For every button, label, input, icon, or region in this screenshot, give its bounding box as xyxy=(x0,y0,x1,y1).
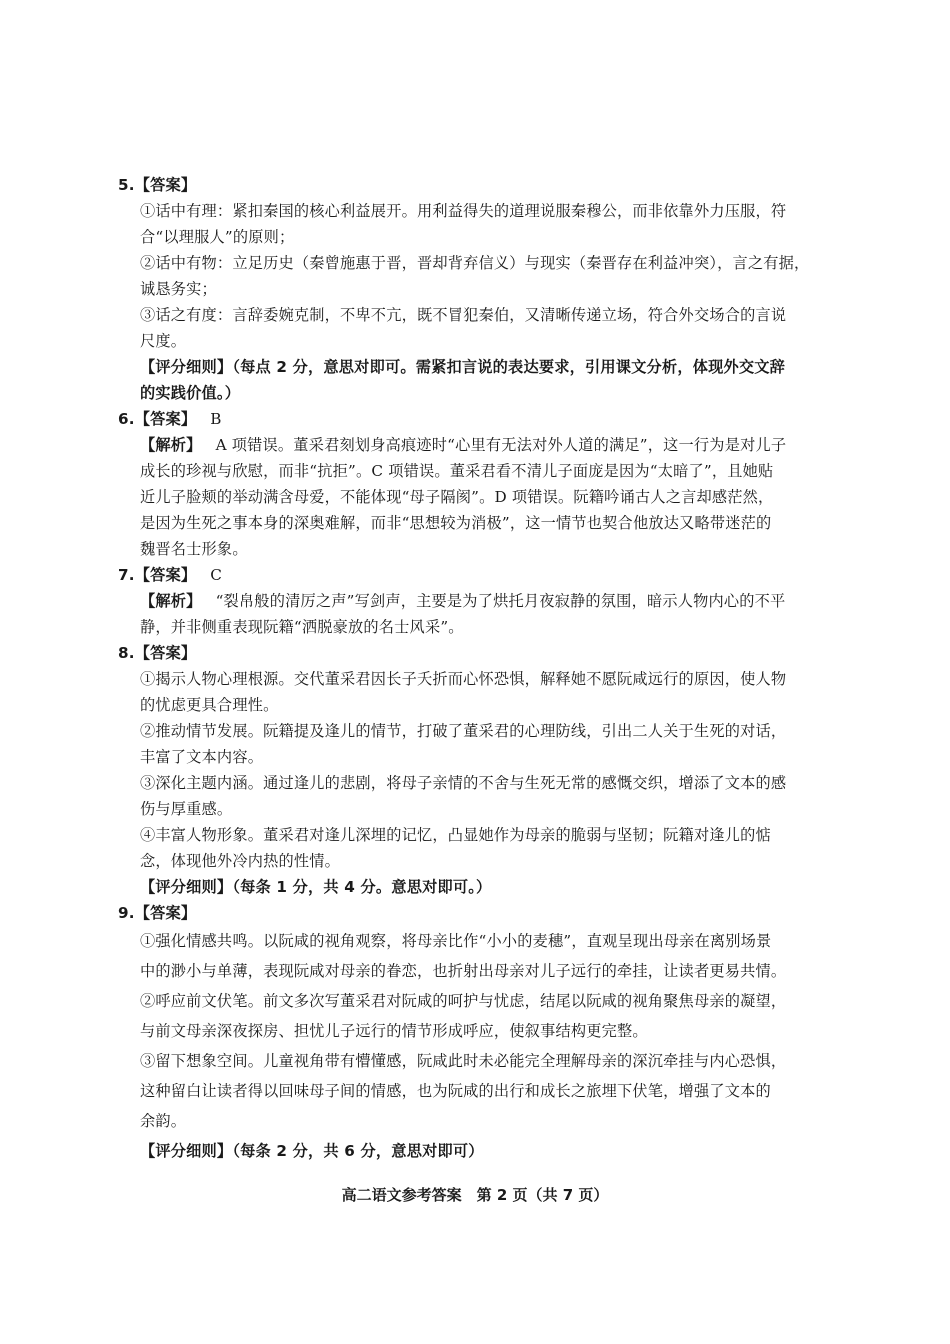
q6-line: 成长的珍视与欣慰，而非“抗拒”。C 项错误。董采君看不清儿子面庞是因为“太暗了”，且她贴 xyxy=(140,462,774,480)
q5-scoring-rule: 【评分细则】（每点 2 分，意思对即可。需紧扣言说的表达要求，引用课文分析，体现外交文辞 xyxy=(140,358,786,376)
q5-line: ①话中有理：紧扣秦国的核心利益展开。用利益得失的道理说服秦穆公，而非依靠外力压服，符 xyxy=(140,202,787,220)
q7-heading-row xyxy=(118,562,830,588)
q6-heading-row xyxy=(118,406,830,432)
q6-answer: B xyxy=(210,410,222,428)
q5-line: 诚恳务实； xyxy=(140,280,217,298)
question-6 xyxy=(118,406,830,562)
q7-line: 静，并非侧重表现阮籍“洒脱豪放的名士风采”。 xyxy=(140,618,464,636)
question-7 xyxy=(118,562,830,640)
q8-line: 念，体现他外冷内热的性情。 xyxy=(140,852,341,870)
q6-analysis-row xyxy=(118,432,830,458)
q9-line: 这种留白让读者得以回味母子间的情感，也为阮咸的出行和成长之旅埋下伏笔，增强了文本的 xyxy=(140,1082,771,1100)
q8-line: 的忧虑更具合理性。 xyxy=(140,696,279,714)
page-footer: 高二语文参考答案 第 2 页（共 7 页） xyxy=(341,1186,609,1204)
q8-line: ④丰富人物形象。董采君对逢儿深埋的记忆，凸显她作为母亲的脆弱与坚韧；阮籍对逢儿的惦 xyxy=(140,826,771,844)
q6-line: 是因为生死之事本身的深奥难解，而非“思想较为消极”，这一情节也契合他放达又略带迷茫的 xyxy=(140,514,772,532)
q5-scoring-rule: 的实践价值。） xyxy=(140,384,241,402)
q9-line: 与前文母亲深夜探房、担忧儿子远行的情节形成呼应，使叙事结构更完整。 xyxy=(140,1022,648,1040)
q9-scoring-rule: 【评分细则】（每条 2 分，共 6 分，意思对即可） xyxy=(140,1142,484,1160)
q6-line: 魏晋名士形象。 xyxy=(140,540,248,558)
q7-analysis-label: 【解析】 xyxy=(140,592,202,610)
q8-line: ①揭示人物心理根源。交代董采君因长子夭折而心怀恐惧，解释她不愿阮咸远行的原因，使人物 xyxy=(140,670,787,688)
q5-heading: 5.【答案】 xyxy=(118,176,197,194)
q6-line: 近儿子脸颊的举动满含母爱，不能体现“母子隔阂”。D 项错误。阮籍吟诵古人之言却感茫然， xyxy=(140,488,774,506)
question-8 xyxy=(118,640,830,900)
q8-line: 伤与厚重感。 xyxy=(140,800,233,818)
q8-line: ③深化主题内涵。通过逢儿的悲剧，将母子亲情的不舍与生死无常的感慨交织，增添了文本的感 xyxy=(140,774,787,792)
answer-content xyxy=(118,172,830,1166)
q7-line: “裂帛般的清厉之声”写剑声，主要是为了烘托月夜寂静的氛围，暗示人物内心的不平 xyxy=(215,592,786,610)
q8-line: ②推动情节发展。阮籍提及逢儿的情节，打破了董采君的心理防线，引出二人关于生死的对话， xyxy=(140,722,787,740)
question-5 xyxy=(118,172,830,406)
q6-heading: 6.【答案】 xyxy=(118,410,197,428)
q9-heading: 9.【答案】 xyxy=(118,904,197,922)
q7-heading: 7.【答案】 xyxy=(118,566,197,584)
q8-line: 丰富了文本内容。 xyxy=(140,748,264,766)
q8-scoring-rule: 【评分细则】（每条 1 分，共 4 分。意思对即可。） xyxy=(140,878,492,896)
q8-heading: 8.【答案】 xyxy=(118,644,197,662)
q5-line: 合“以理服人”的原则； xyxy=(140,228,295,246)
q9-line: ①强化情感共鸣。以阮咸的视角观察，将母亲比作“小小的麦穗”，直观呈现出母亲在离别场景 xyxy=(140,932,772,950)
q6-line: A 项错误。董采君刻划身高痕迹时“心里有无法对外人道的满足”，这一行为是对儿子 xyxy=(215,436,787,454)
q5-line: 尺度。 xyxy=(140,332,187,350)
q5-line: ②话中有物：立足历史（秦曾施惠于晋，晋却背弃信义）与现实（秦晋存在利益冲突），言之有据， xyxy=(140,254,810,272)
q5-line: ③话之有度：言辞委婉克制，不卑不亢，既不冒犯秦伯，又清晰传递立场，符合外交场合的言说 xyxy=(140,306,787,324)
q9-line: 中的渺小与单薄，表现阮咸对母亲的眷恋，也折射出母亲对儿子远行的牵挂，让读者更易共情。 xyxy=(140,962,787,980)
q7-analysis-row xyxy=(118,588,830,614)
q9-line: ③留下想象空间。儿童视角带有懵懂感，阮咸此时未必能完全理解母亲的深沉牵挂与内心恐惧， xyxy=(140,1052,787,1070)
q9-line: 余韵。 xyxy=(140,1112,187,1130)
q6-analysis-label: 【解析】 xyxy=(140,436,202,454)
q9-line: ②呼应前文伏笔。前文多次写董采君对阮咸的呵护与忧虑，结尾以阮咸的视角聚焦母亲的凝望， xyxy=(140,992,787,1010)
question-9 xyxy=(118,900,830,1166)
q7-answer: C xyxy=(210,566,223,584)
